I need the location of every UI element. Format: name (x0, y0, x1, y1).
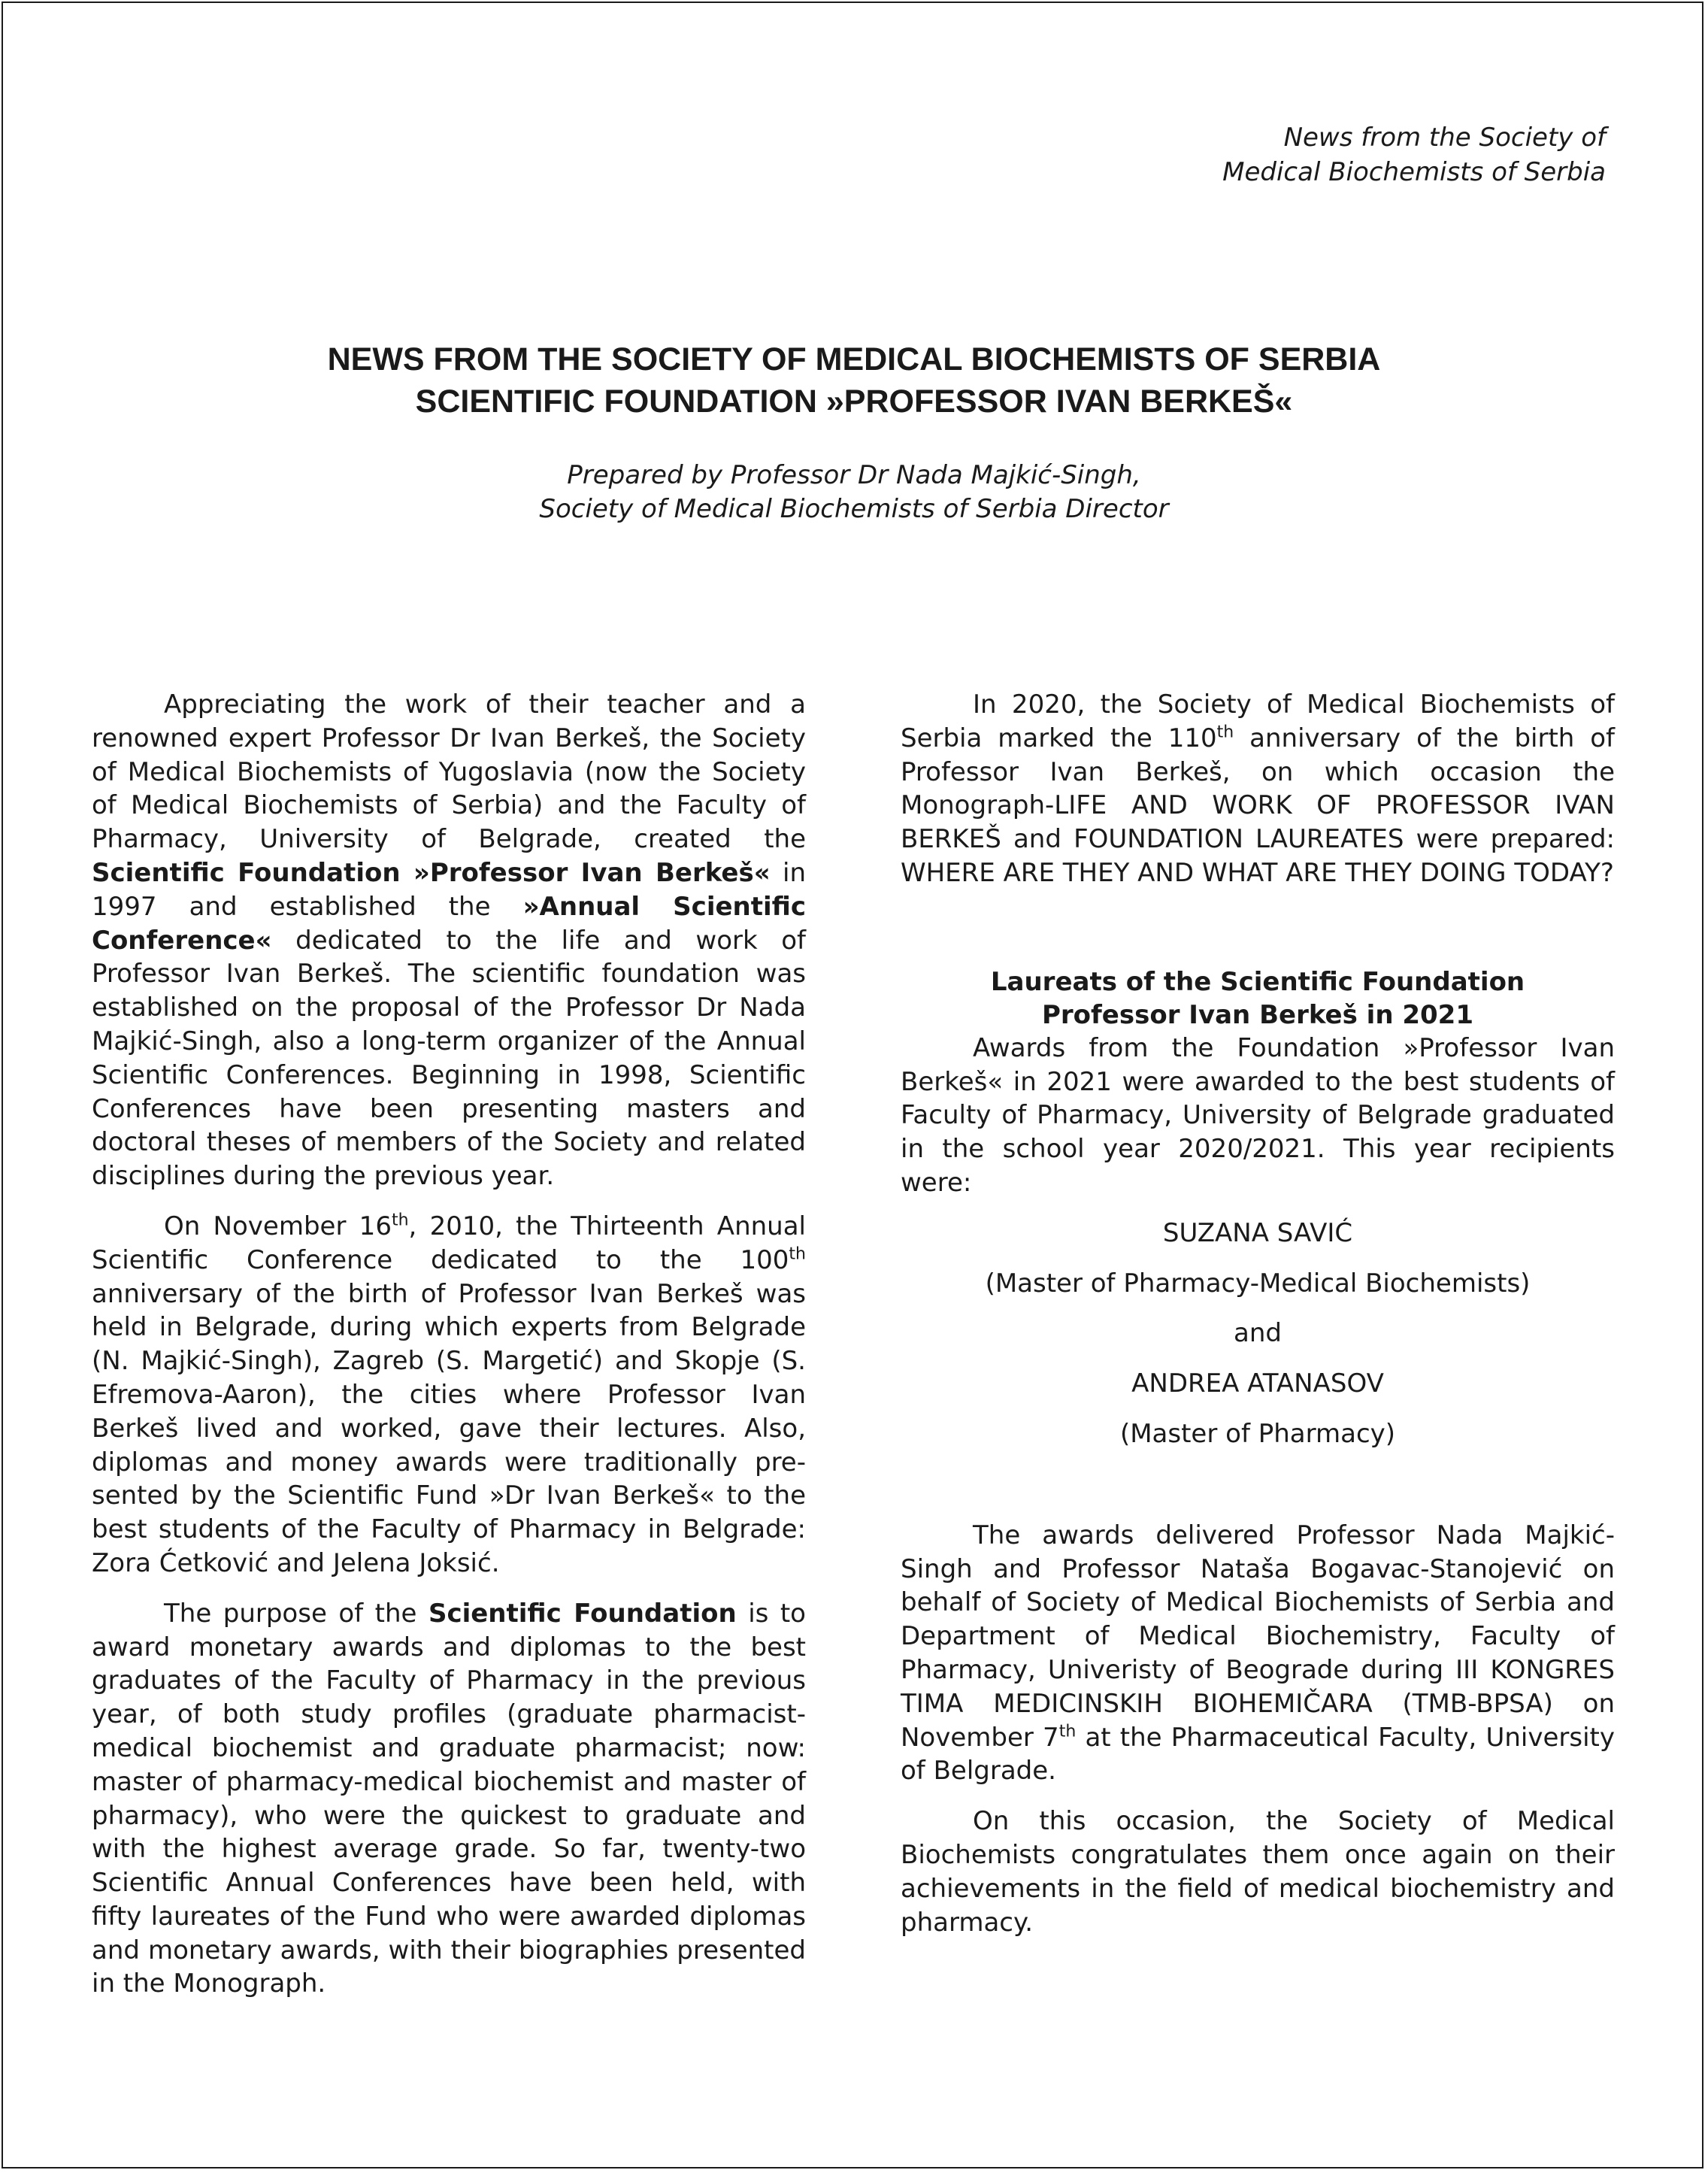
recipient-1-name: SUZANA SAVIĆ (1162, 1217, 1353, 1248)
left-paragraph-3 (92, 1597, 806, 2002)
text-run: dedicated to the life and work of Professor Ivan Berkeš. The scientific foundation was established on the proposal of the Professor Dr Nada Majkić-Singh, also a long-term organizer of the Annual Scientific Conferences. Beginning in 1998, Scientific Conferences have been presenting masters and doctoral theses of members of the Society and related disciplines during the previous year. (92, 925, 806, 1192)
running-head-line1: News from the Society of (1283, 123, 1606, 153)
text-run: The awards delivered Professor Nada Majkić-Singh and Professor Nataša Bogavac-Stanojević on behalf of Society of Medical Biochemists of Serbia and Department of Medical Biochemistry, Faculty of Pharmacy, Univeristy of Beograde during III KONGRES TIMA MEDICINSKIH BIOHEMIČARA (TMB-BPSA) on November 7 (901, 1520, 1615, 1753)
subheading-line1: Laureats of the Scientific Foundation (990, 966, 1525, 997)
right-paragraph-2: Awards from the Foundation »Professor Ivan Berkeš« in 2021 were awarded to the best students of Faculty of Pharmacy, University of Belgrade graduated in the school year 2020/2021. This year recipients were: (901, 1032, 1615, 1198)
bold-foundation-name: Scientific Foundation »Professor Ivan Berkeš« (92, 857, 771, 888)
text-run: , 2010, the Thirteenth Annual Scientific Conference dedicated to the 100 (92, 1211, 806, 1275)
title-line1: NEWS FROM THE SOCIETY OF MEDICAL BIOCHEMISTS OF SERBIA (327, 341, 1381, 377)
superscript: th (1216, 723, 1234, 742)
recipient-2-degree: (Master of Pharmacy) (1119, 1418, 1396, 1449)
text-run: anniversary of the birth of Professor Ivan Berkeš, on which occasion the Monograph-LIFE AND WORK OF PROFESSOR IVAN BERKEŠ and FOUNDATION LAUREATES were prepared: WHERE ARE THEY AND WHAT ARE THEY DOING TODAY? (901, 723, 1616, 888)
right-paragraph-1 (901, 688, 1615, 890)
running-head (1222, 120, 1606, 189)
running-head-line2: Medical Biochemists of Serbia (1222, 157, 1606, 187)
right-column (901, 688, 1615, 1956)
byline-line1: Prepared by Professor Dr Nada Majkić-Singh, (567, 460, 1141, 490)
recipient-2-name: ANDREA ATANASOV (1131, 1368, 1384, 1399)
text-run: at the Pharmaceutical Faculty, University of Belgrade. (901, 1722, 1615, 1787)
laureates-subheading (901, 965, 1615, 1032)
text-run: in 1997 and established the (92, 857, 806, 922)
bold-conference-name: »Annual Scientific Conference« (92, 891, 807, 956)
text-run: Appreciating the work of their teacher and a renowned expert Professor Dr Ivan Berkeš, the Society of Medical Biochemists of Yugoslavia (now the Society of Medical Biochemists of Serbia) and the Faculty of Pharmacy, University of Belgrade, created the (92, 689, 806, 855)
byline-line2: Society of Medical Biochemists of Serbia Director (539, 494, 1169, 524)
text-run: is to award monetary awards and diplomas to the best graduates of the Faculty of Pharmacy in the previous year, of both study profiles (graduate pharmacist-medical biochemist and graduate pharmacist; now: master of pharmacy-medical biochemist and master of pharmacy), who were the quickest to graduate and with the highest average grade. So far, twenty-two Scientific Annual Conferences have been held, with fifty laureates of the Fund who were awarded diplomas and monetary awards, with their biographies presented in the Monograph. (92, 1598, 806, 1999)
byline (0, 459, 1708, 526)
subheading-line2: Professor Ivan Berkeš in 2021 (1041, 999, 1474, 1030)
left-paragraph-2 (92, 1210, 806, 1581)
recipient-1-degree: (Master of Pharmacy-Medical Biochemists) (985, 1268, 1531, 1299)
text-run: The purpose of the (164, 1598, 429, 1629)
left-column (92, 688, 806, 2017)
text-run: anniversary of the birth of Professor Ivan Berkeš was held in Belgrade, during which experts from Belgrade (N. Majkić-Singh), Zagreb (S. Margetić) and Skopje (S. Efremova-Aaron), the cities where Professor Ivan Berkeš lived and worked, gave their lectures. Also, diplomas and money awards were traditionally presented by the Scientific Fund »Dr Ivan Berkeš« to the best students of the Faculty of Pharmacy in Belgrade: Zora Ćetković and Jelena Joksić. (92, 1278, 806, 1578)
article-title (0, 338, 1708, 423)
right-paragraph-4: On this occasion, the Society of Medical Biochemists congratulates them once again on their achievements in the field of medical biochemistry and pharmacy. (901, 1806, 1615, 1938)
bold-foundation-term: Scientific Foundation (428, 1598, 737, 1629)
superscript: th (1058, 1722, 1077, 1741)
title-line2: SCIENTIFIC FOUNDATION »PROFESSOR IVAN BERKEŠ« (415, 383, 1293, 420)
left-paragraph-1 (92, 688, 806, 1193)
recipient-conjunction: and (1234, 1318, 1282, 1349)
text-run: In 2020, the Society of Medical Biochemists of Serbia marked the 110 (901, 689, 1615, 753)
superscript: th (789, 1244, 806, 1264)
text-run: On November 16 (164, 1211, 392, 1241)
superscript: th (391, 1211, 409, 1230)
right-paragraph-3 (901, 1519, 1615, 1788)
